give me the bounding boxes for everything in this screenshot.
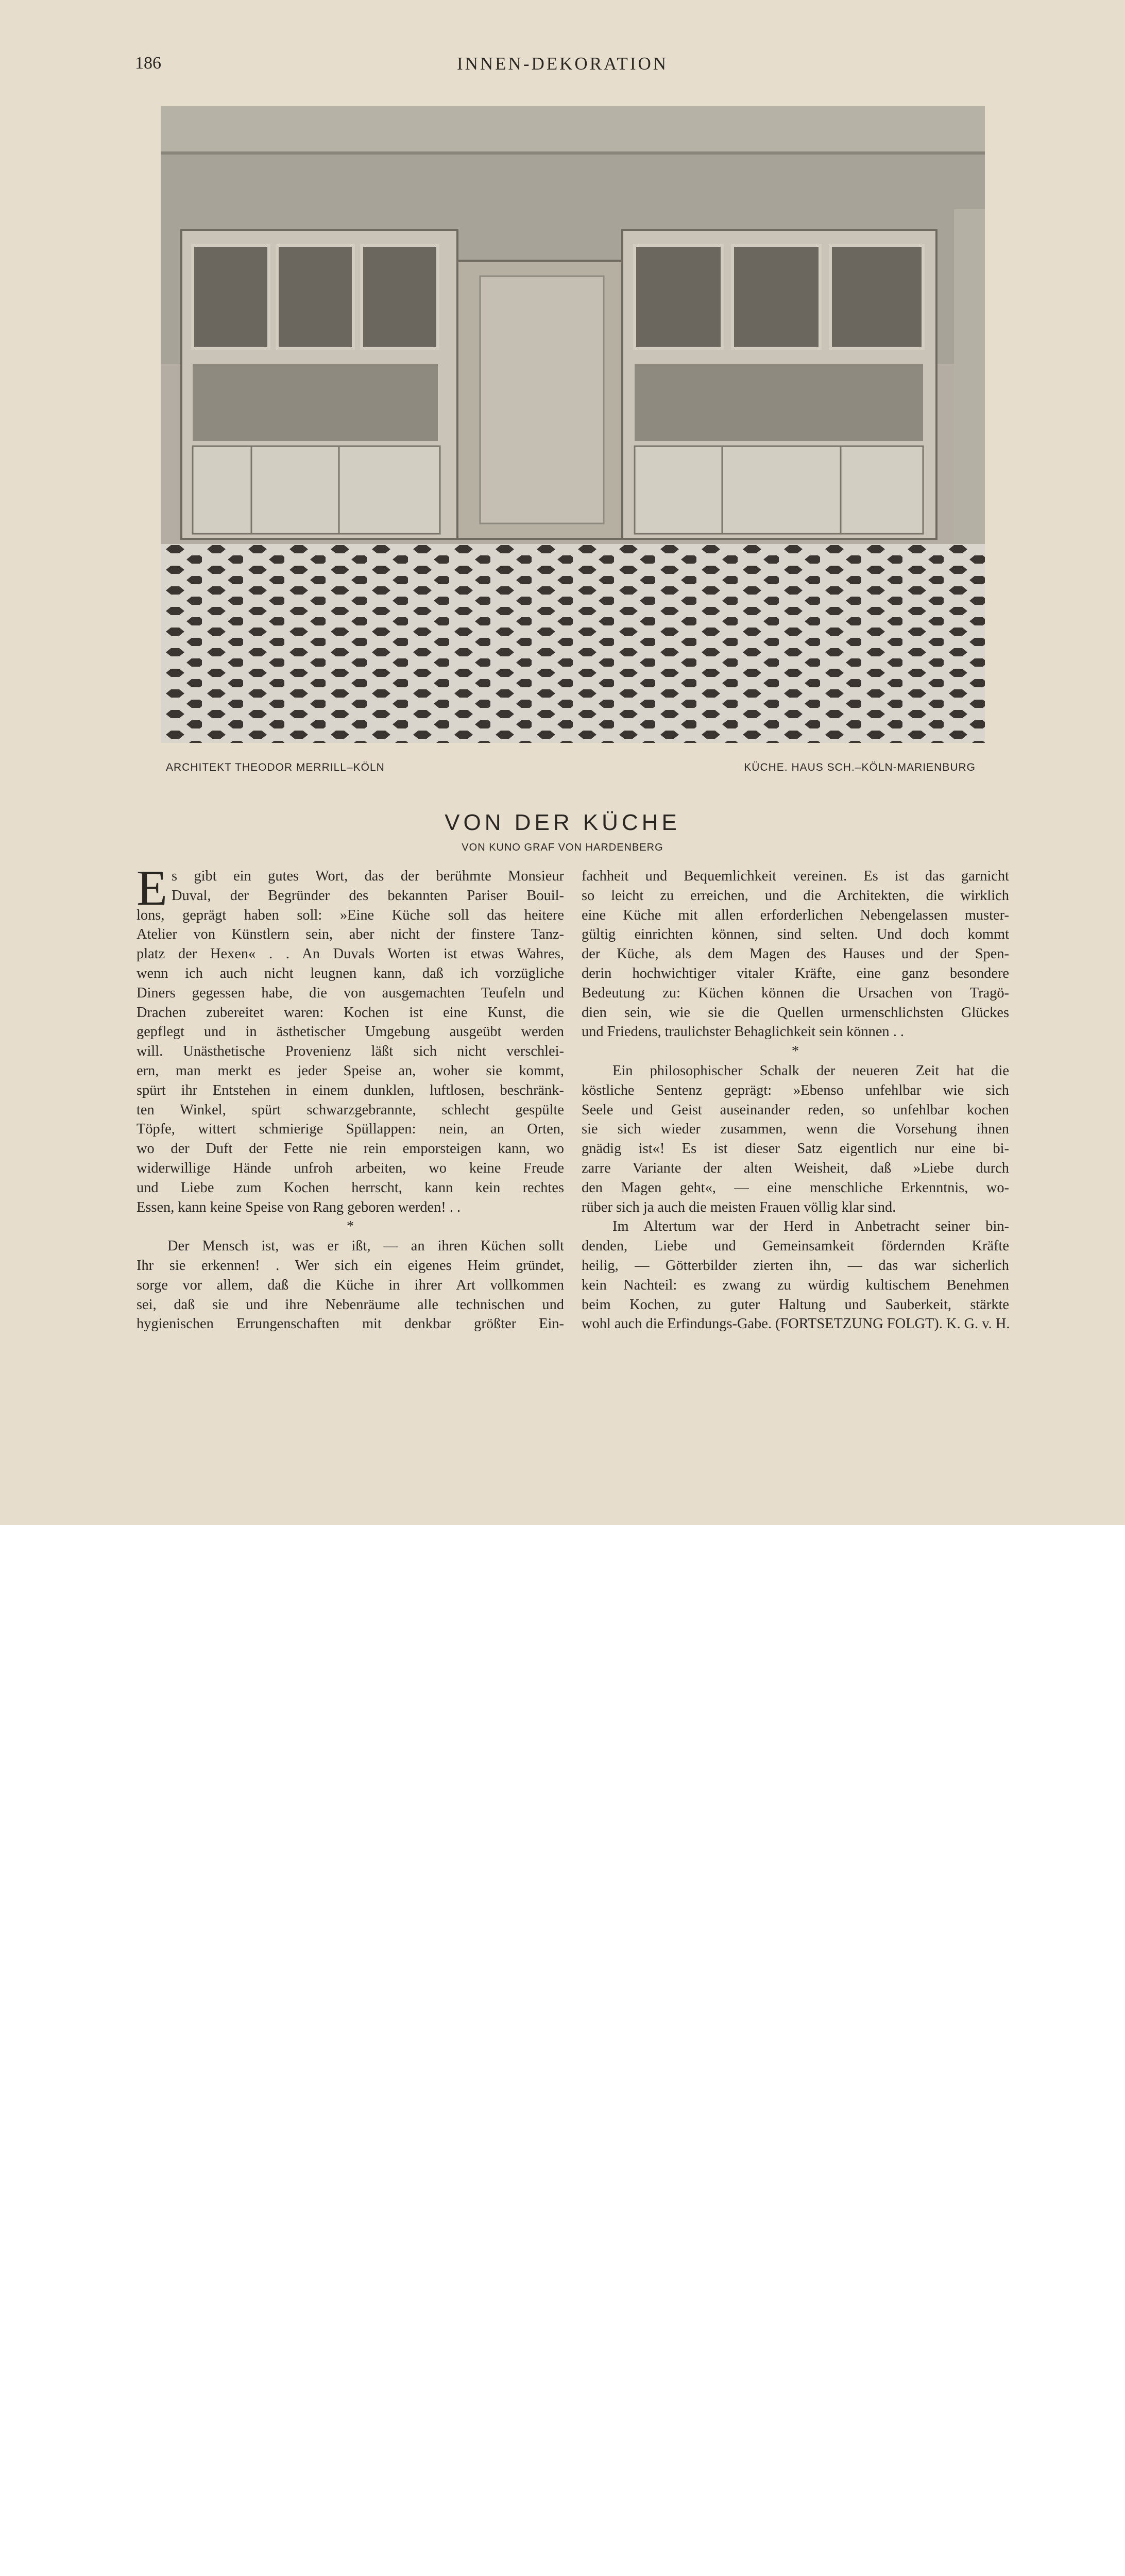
text-line: s gibt ein gutes Wort, das der berühmte Monsieur bbox=[172, 868, 564, 884]
text-line: Ein philosophischer Schalk der neueren Zeit hat die bbox=[612, 1062, 1009, 1079]
text-line: und Friedens, traulichster Behaglichkeit sein können . . bbox=[582, 1024, 905, 1040]
text-line: Drachen zubereitet waren: Kochen ist eine Kunst, die bbox=[137, 1004, 564, 1021]
text-line: denden, Liebe und Gemeinsamkeit fördernden Kräfte bbox=[582, 1238, 1009, 1255]
text-line: Seele und Geist auseinander reden, so unfehlbar kochen bbox=[582, 1101, 1009, 1118]
text-line: platz der Hexen« . . An Duvals Worten ist etwas Wahres, bbox=[137, 946, 564, 962]
digitization-footer bbox=[0, 1525, 1125, 1601]
section-asterisk: * bbox=[791, 1043, 799, 1060]
text-line: lons, geprägt haben soll: »Eine Küche soll das heitere bbox=[137, 907, 564, 923]
text-line: Töpfe, wittert schmierige Spüllappen: nein, an Orten, bbox=[137, 1121, 564, 1138]
text-line: sie sich wieder zusammen, wenn die Vorsehung ihnen bbox=[582, 1121, 1009, 1138]
text-line: ern, man merkt es jeder Speise an, woher sie kommt, bbox=[137, 1062, 564, 1079]
text-line: Duval, der Begründer des bekannten Pariser Bouil- bbox=[172, 887, 564, 904]
article-title: VON DER KÜCHE bbox=[445, 810, 680, 835]
text-line: gültig einrichten können, sind selten. Und doch kommt bbox=[582, 926, 1009, 943]
text-line: Diners gegessen habe, die von ausgemachten Teufeln und bbox=[137, 985, 564, 1001]
photo-caption-location: KÜCHE. HAUS SCH.–KÖLN-MARIENBURG bbox=[744, 761, 976, 773]
text-line: Im Altertum war der Herd in Anbetracht seiner bin- bbox=[612, 1218, 1009, 1235]
text-line: sei, daß sie und ihre Nebenräume alle technischen und bbox=[137, 1296, 564, 1313]
text-column-right bbox=[582, 867, 1009, 1334]
text-line: eine Küche mit allen erforderlichen Nebengelassen muster- bbox=[582, 907, 1009, 923]
text-line: der Küche, als dem Magen des Hauses und der Spen- bbox=[582, 946, 1009, 962]
running-head: INNEN-DEKORATION bbox=[456, 54, 669, 74]
text-line: wo der Duft der Fette nie rein emporsteigen kann, wo bbox=[137, 1141, 564, 1157]
article-byline: VON KUNO GRAF VON HARDENBERG bbox=[462, 842, 663, 853]
text-line: sorge vor allem, daß die Küche in ihrer Art vollkommen bbox=[137, 1277, 564, 1293]
text-line: fachheit und Bequemlichkeit vereinen. Es ist das garnicht bbox=[582, 868, 1009, 884]
text-line: widerwillige Hände unfroh arbeiten, wo keine Freude bbox=[137, 1160, 564, 1176]
text-line: Ihr sie erkennen! . Wer sich ein eigenes Heim gründet, bbox=[137, 1257, 564, 1274]
text-line: so leicht zu erreichen, und die Architekten, die wirklich bbox=[582, 887, 1009, 904]
text-line: zarre Variante der alten Weisheit, daß »Liebe durch bbox=[582, 1160, 1009, 1176]
text-column-left bbox=[137, 860, 564, 1334]
drop-cap: E bbox=[137, 860, 167, 916]
kitchen-photograph bbox=[161, 106, 985, 743]
page-number: 186 bbox=[135, 54, 161, 73]
text-line: heilig, — Götterbilder zierten ihn, — das war sicherlich bbox=[582, 1257, 1009, 1274]
photo-caption-architect: ARCHITEKT THEODOR MERRILL–KÖLN bbox=[166, 761, 385, 773]
text-line: wohl auch die Erfindungs-Gabe. (FORTSETZUNG FOLGT). K. G. v. H. bbox=[582, 1316, 1010, 1332]
text-line: Essen, kann keine Speise von Rang geboren werden! . . bbox=[137, 1199, 461, 1215]
text-line: kein Nachteil: es zwang zu würdig kultischem Benehmen bbox=[582, 1277, 1009, 1293]
text-line: ten Winkel, spürt schwarzgebrannte, schlecht gespülte bbox=[137, 1101, 564, 1118]
text-line: Der Mensch ist, was er ißt, — an ihren Küchen sollt bbox=[167, 1238, 564, 1255]
text-line: derin hochwichtiger vitaler Kräfte, eine ganz besondere bbox=[582, 965, 1009, 981]
text-line: gnädig ist«! Es ist dieser Satz eigentlich nur eine bi- bbox=[582, 1141, 1009, 1157]
text-line: Bedeutung zu: Küchen können die Ursachen von Tragö- bbox=[582, 985, 1009, 1001]
text-line: dien sein, wie sie die Quellen urmenschlichsten Glückes bbox=[582, 1004, 1009, 1021]
text-line: rüber sich ja auch die meisten Frauen völlig klar sind. bbox=[582, 1199, 896, 1215]
text-line: und Liebe zum Kochen herrscht, kann kein rechtes bbox=[137, 1179, 564, 1196]
text-line: gepflegt und in ästhetischer Umgebung ausgeübt werden bbox=[137, 1024, 564, 1040]
text-line: beim Kochen, zu guter Haltung und Sauberkeit, stärkte bbox=[582, 1296, 1009, 1313]
text-line: Atelier von Künstlern sein, aber nicht der finstere Tanz- bbox=[137, 926, 564, 943]
text-line: hygienischen Errungenschaften mit denkbar größter Ein- bbox=[137, 1316, 564, 1332]
text-line: spürt ihr Entstehen in einem dunklen, luftlosen, beschränk- bbox=[137, 1082, 564, 1098]
section-asterisk: * bbox=[346, 1218, 354, 1235]
text-line: will. Unästhetische Provenienz läßt sich nicht verschlei- bbox=[137, 1043, 564, 1060]
text-line: den Magen geht«, — eine menschliche Erkenntnis, wo- bbox=[582, 1179, 1009, 1196]
text-line: wenn ich auch nicht leugnen kann, daß ich vorzügliche bbox=[137, 965, 564, 981]
text-line: köstliche Sentenz geprägt: »Ebenso unfehlbar wie sich bbox=[582, 1082, 1009, 1098]
